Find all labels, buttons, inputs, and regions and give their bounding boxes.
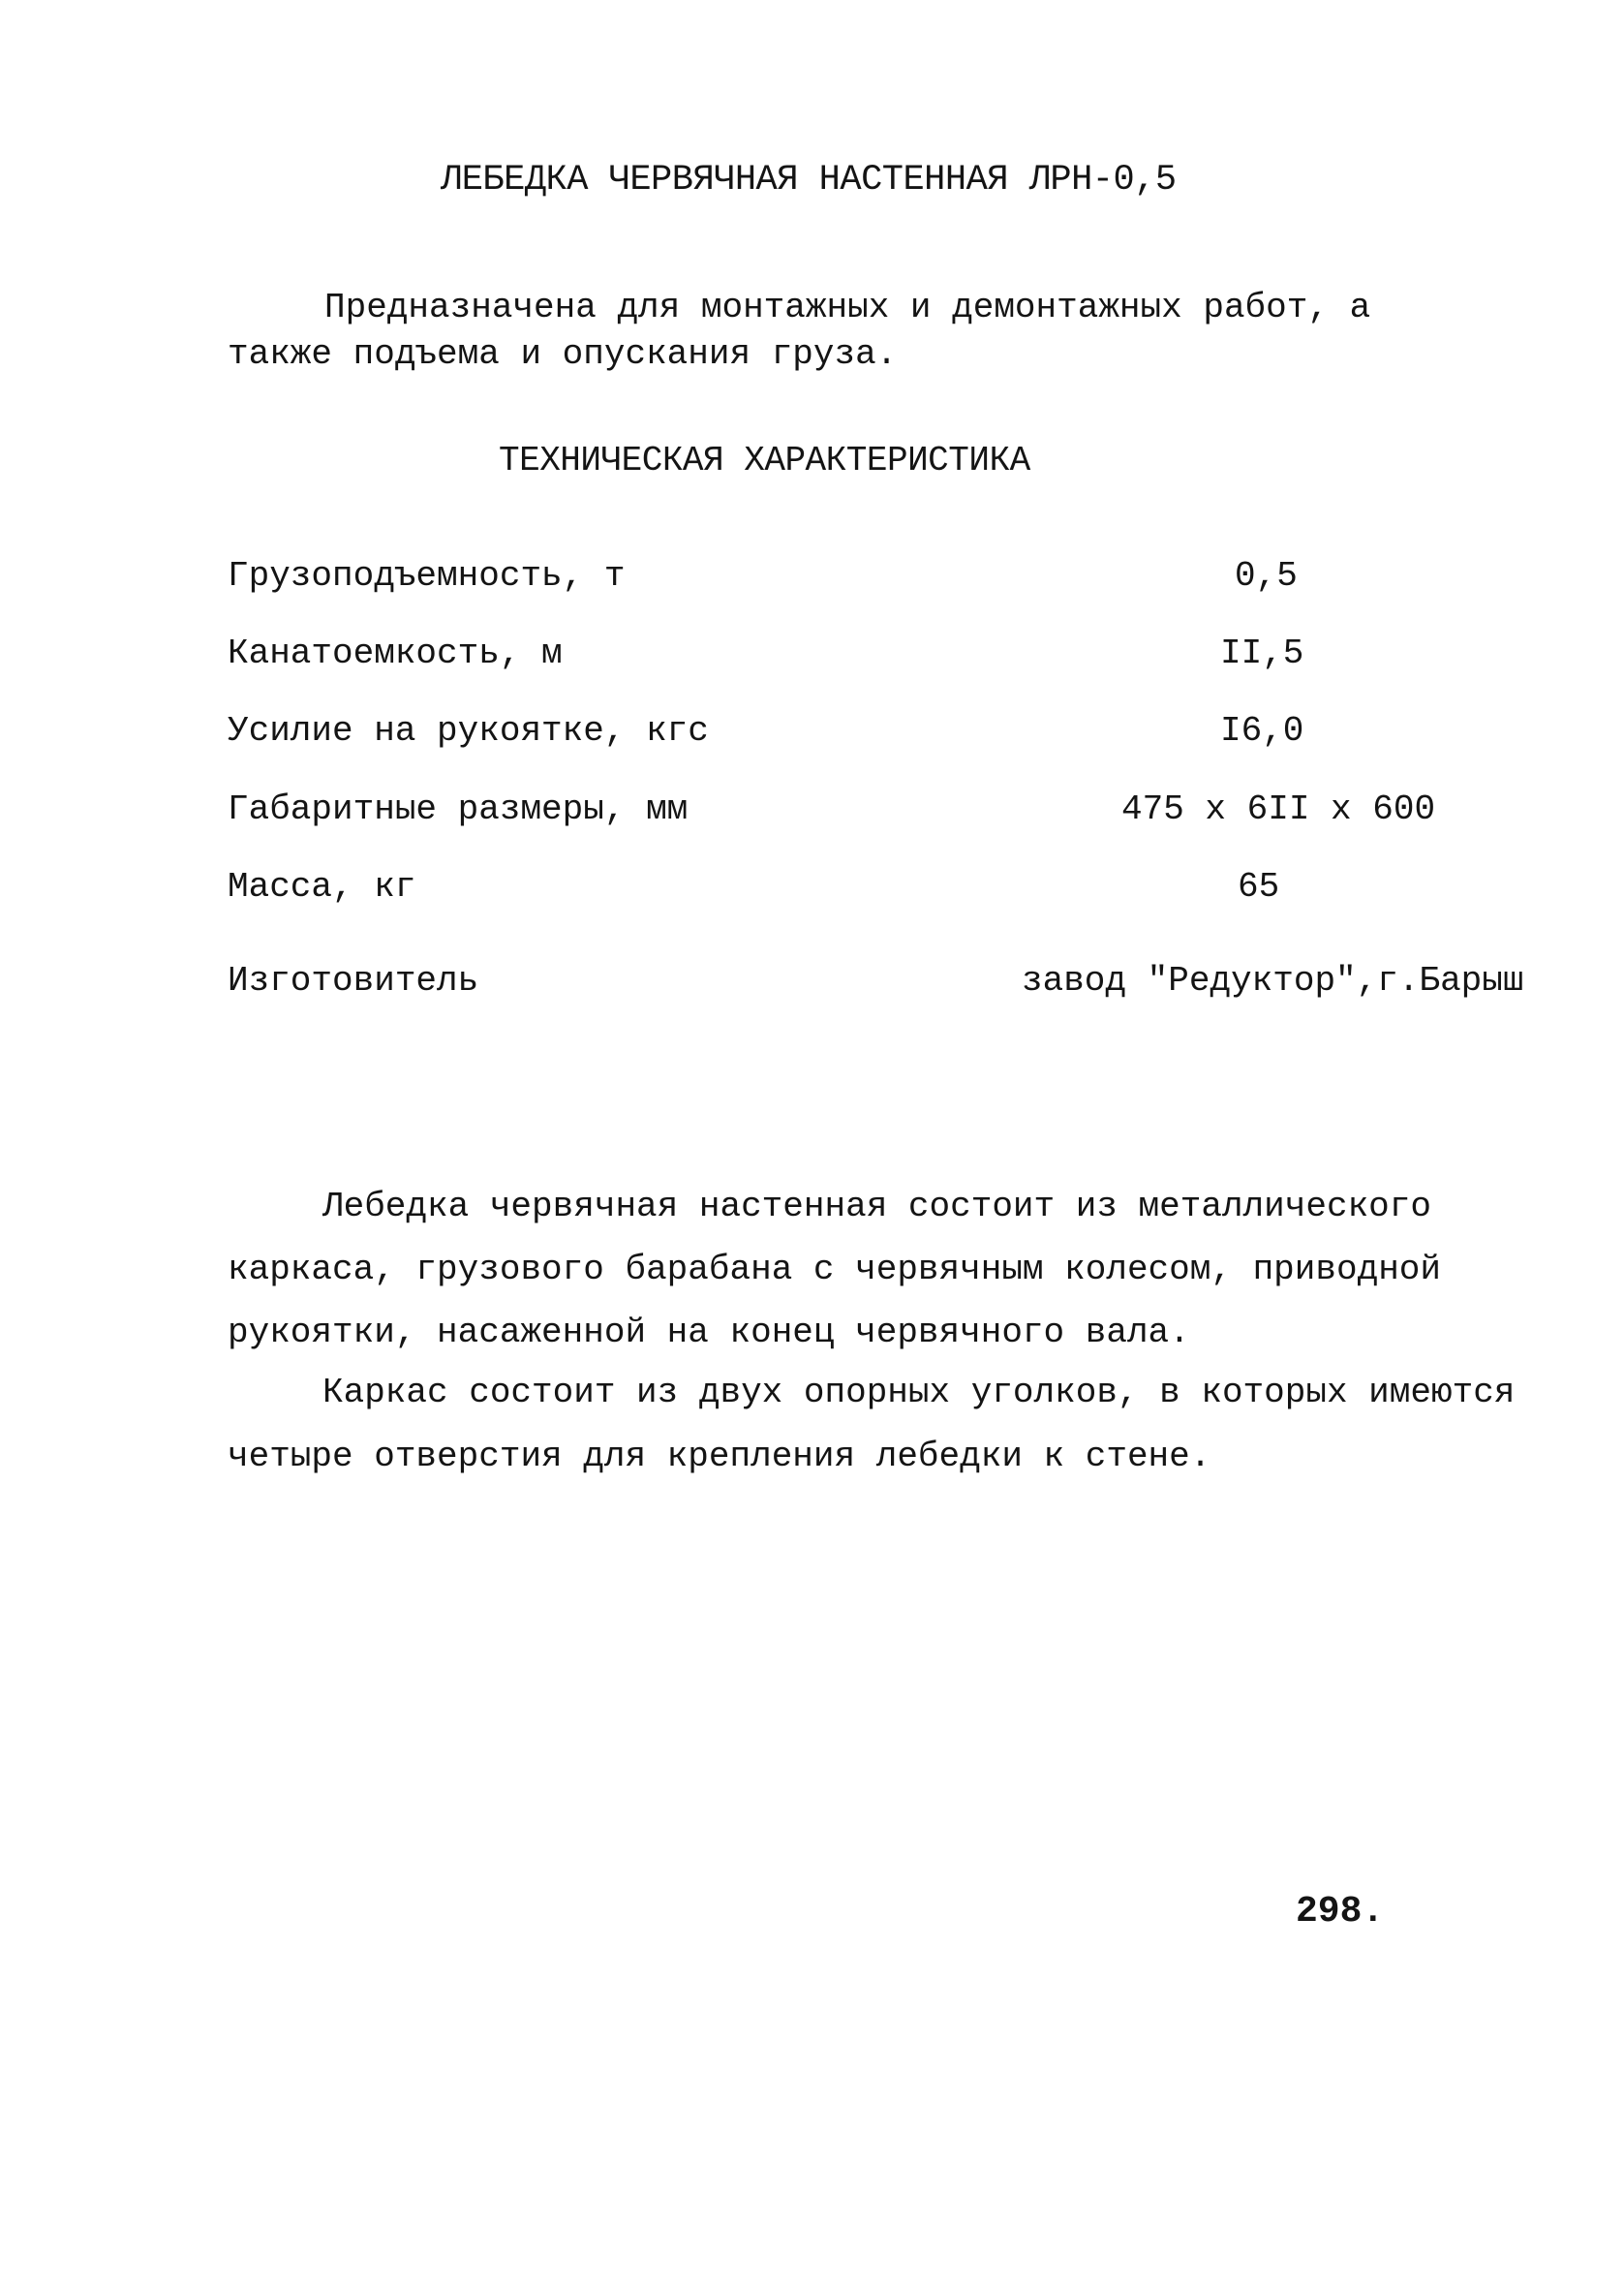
- spec-value-dimensions: 475 х 6II х 600: [1121, 789, 1436, 829]
- spec-value-handle-force: I6,0: [1220, 711, 1304, 751]
- document-title: ЛЕБЕДКА ЧЕРВЯЧНАЯ НАСТЕННАЯ ЛРН-0,5: [441, 160, 1177, 201]
- section-subtitle: ТЕХНИЧЕСКАЯ ХАРАКТЕРИСТИКА: [499, 441, 1030, 480]
- description-line-5: четыре отверстия для крепления лебедки к стене.: [228, 1437, 1211, 1476]
- spec-label-capacity: Грузоподъемность, т: [228, 556, 626, 596]
- spec-value-capacity: 0,5: [1235, 556, 1298, 596]
- spec-label-handle-force: Усилие на рукоятке, кгс: [228, 711, 709, 751]
- spec-label-rope-capacity: Канатоемкость, м: [228, 634, 563, 673]
- description-line-2: каркаса, грузового барабана с червячным колесом, приводной: [228, 1250, 1442, 1289]
- page-number: 298.: [1296, 1891, 1385, 1933]
- spec-value-mass: 65: [1238, 867, 1280, 907]
- spec-label-mass: Масса, кг: [228, 867, 416, 907]
- description-line-1: Лебедка червячная настенная состоит из металлического: [322, 1187, 1431, 1226]
- intro-line-2: также подъема и опускания груза.: [228, 334, 898, 374]
- intro-line-1: Предназначена для монтажных и демонтажных работ, а: [324, 288, 1371, 327]
- spec-value-rope-capacity: II,5: [1220, 634, 1304, 673]
- spec-label-manufacturer: Изготовитель: [228, 961, 479, 1001]
- spec-label-dimensions: Габаритные размеры, мм: [228, 789, 689, 829]
- description-line-3: рукоятки, насаженной на конец червячного вала.: [228, 1313, 1190, 1352]
- description-line-4: Каркас состоит из двух опорных уголков, в которых имеются: [322, 1373, 1516, 1412]
- spec-value-manufacturer: завод "Редуктор",г.Барыш: [1022, 961, 1524, 1001]
